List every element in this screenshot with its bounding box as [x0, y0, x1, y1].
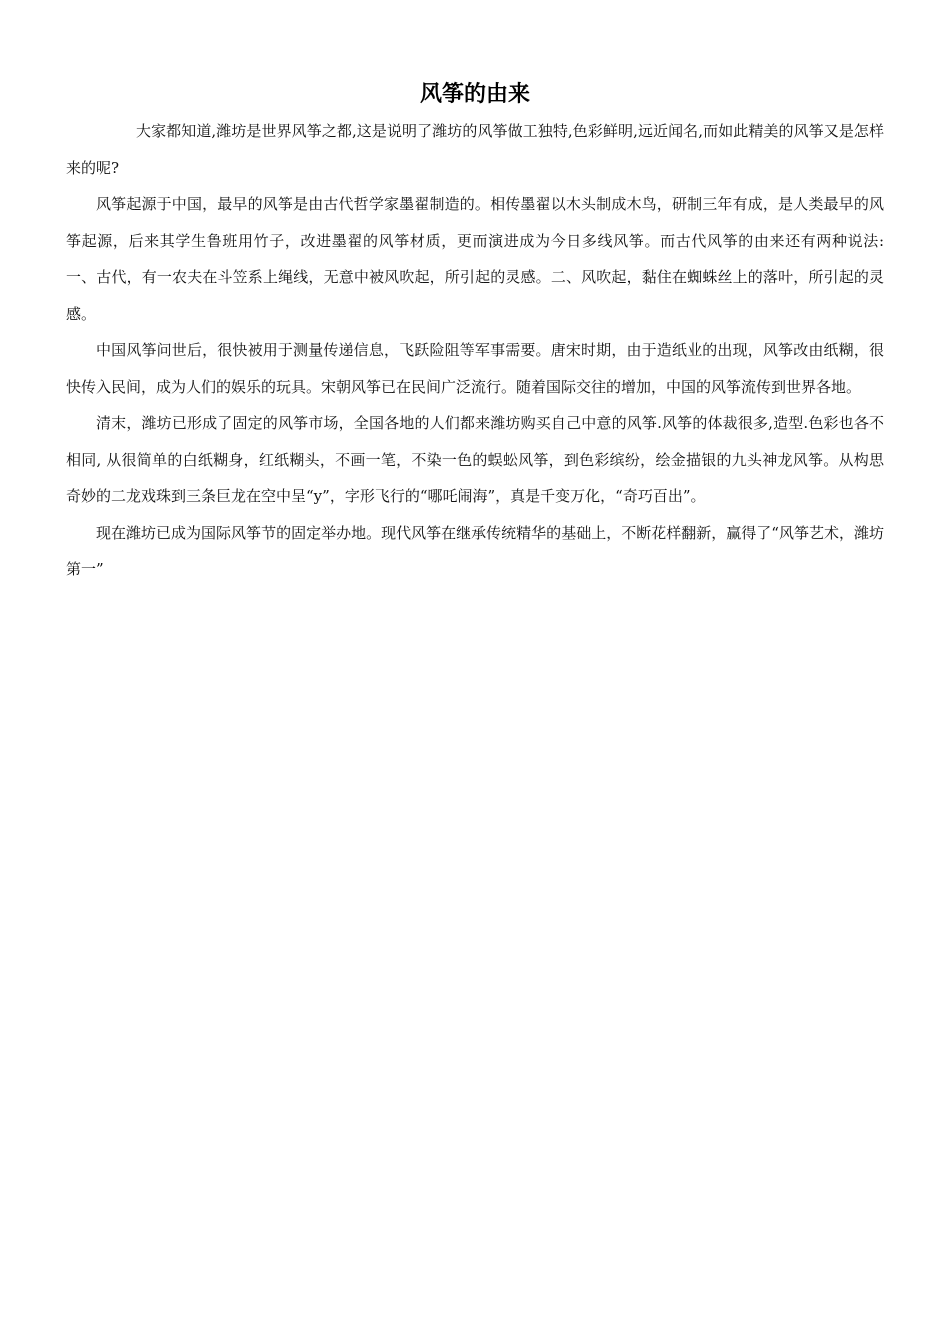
- paragraph-weifang-market: 清末，潍坊已形成了固定的风筝市场，全国各地的人们都来潍坊购买自己中意的风筝.风筝的体裁很多,造型.色彩也各不相同, 从很简单的白纸糊身，红纸糊头，不画一笔，不染一色的蜈蚣风筝，到色彩缤纷，绘金描银的九头神龙风筝。从构思奇妙的二龙戏珠到三条巨龙在空中呈“y”，字形飞行的“哪吒闹海”，真是千变万化，“奇巧百出”。: [66, 414, 884, 505]
- document-body: [66, 113, 884, 588]
- paragraph-modern: 现在潍坊已成为国际风筝节的固定举办地。现代风筝在继承传统精华的基础上，不断花样翻新，赢得了“风筝艺术，潍坊第一”: [66, 523, 884, 578]
- document-title: 风筝的由来: [419, 82, 530, 107]
- paragraph-intro: 大家都知道,潍坊是世界风筝之都,这是说明了潍坊的风筝做工独特,色彩鲜明,远近闻名,而如此精美的风筝又是怎样来的呢?: [66, 122, 884, 177]
- paragraph-history: 中国风筝问世后，很快被用于测量传递信息，飞跃险阻等军事需要。唐宋时期，由于造纸业的出现，风筝改由纸糊，很快传入民间，成为人们的娱乐的玩具。宋朝风筝已在民间广泛流行。随着国际交往的增加，中国的风筝流传到世界各地。: [66, 341, 884, 396]
- paragraph-origin: 风筝起源于中国，最早的风筝是由古代哲学家墨翟制造的。相传墨翟以木头制成木鸟，研制三年有成，是人类最早的风筝起源，后来其学生鲁班用竹子，改进墨翟的风筝材质，更而演进成为今日多线风筝。而古代风筝的由来还有两种说法: 一、古代，有一农夫在斗笠系上绳线，无意中被风吹起，所引起的灵感。二、风吹起，黏住在蜘蛛丝上的落叶，所引起的灵感。: [66, 195, 884, 323]
